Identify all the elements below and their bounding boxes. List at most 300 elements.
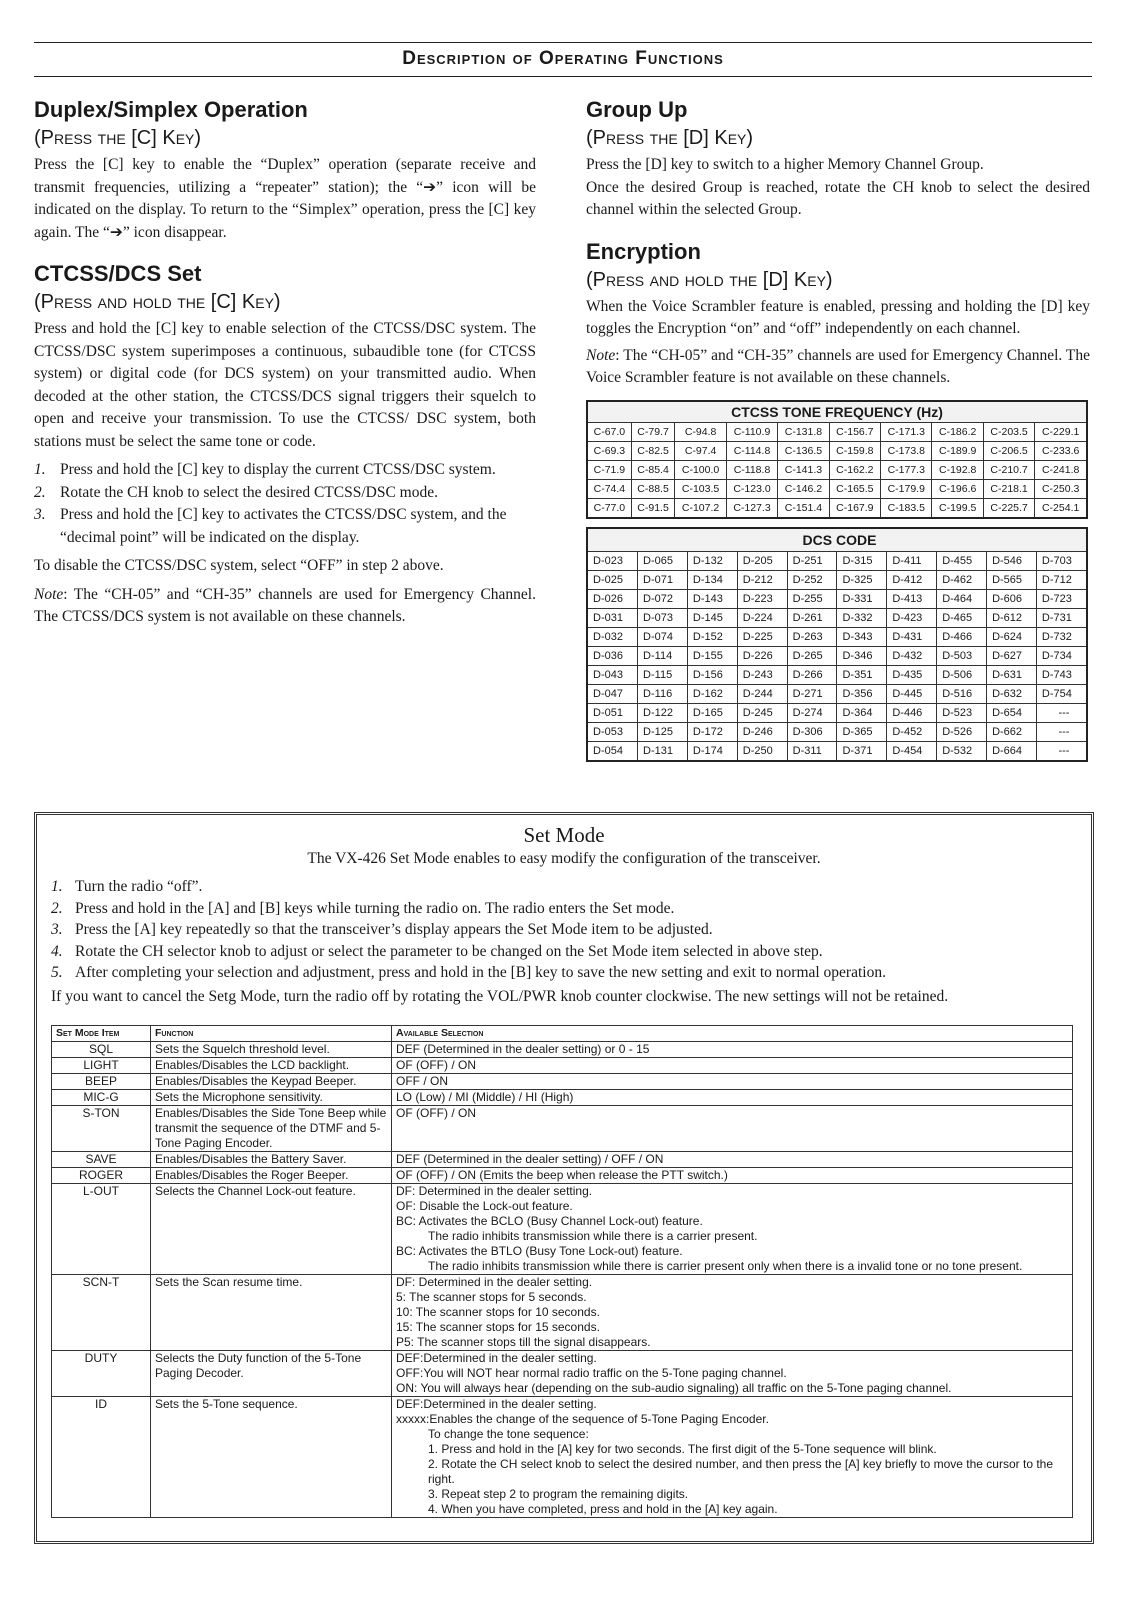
note-label: Note — [34, 585, 64, 603]
dcs-cell: D-114 — [638, 646, 688, 665]
dcs-cell: D-266 — [787, 665, 837, 684]
dcs-cell: D-023 — [587, 551, 638, 570]
set-mode-item: MIC-G — [52, 1090, 151, 1106]
ctcss-cell: C-173.8 — [881, 441, 932, 460]
encryption-body: When the Voice Scrambler feature is enabled, pressing and holding the [D] key toggles the Encryption “on” and “off” independently on each channel. — [586, 297, 1090, 337]
step-item — [51, 941, 1091, 963]
encryption-note — [586, 345, 1090, 390]
table-row — [587, 627, 1087, 646]
set-mode-selection — [392, 1058, 1073, 1074]
step-item — [51, 876, 1091, 898]
col-header-function: Function — [151, 1026, 392, 1042]
dcs-cell: D-346 — [837, 646, 887, 665]
set-mode-function: Selects the Channel Lock-out feature. — [151, 1184, 392, 1275]
dcs-cell: D-627 — [987, 646, 1037, 665]
dcs-code-table — [586, 527, 1088, 762]
dcs-cell: D-165 — [687, 703, 737, 722]
ctcss-steps — [34, 459, 536, 549]
table-row — [587, 460, 1087, 479]
set-mode-function: Enables/Disables the LCD backlight. — [151, 1058, 392, 1074]
table-row — [587, 741, 1087, 761]
dcs-cell: D-664 — [987, 741, 1037, 761]
groupup-body: Press the [D] key to switch to a higher Memory Channel Group. — [586, 156, 984, 173]
table-row — [587, 703, 1087, 722]
note-text: : The “CH-05” and “CH-35” channels are used for Emergency Channel. The CTCSS/DCS system is not available on these channels. — [34, 585, 536, 625]
table-row — [587, 441, 1087, 460]
selection-line: The radio inhibits transmission while there is carrier present only when there is a invalid tone or no tone present. — [428, 1259, 1023, 1273]
set-mode-selection — [392, 1074, 1073, 1090]
set-mode-function: Sets the Scan resume time. — [151, 1275, 392, 1351]
ctcss-cell: C-67.0 — [587, 422, 631, 441]
set-mode-intro: The VX-426 Set Mode enables to easy modify the configuration of the transceiver. — [307, 850, 821, 867]
dcs-cell: D-325 — [837, 570, 887, 589]
dcs-cell: D-224 — [737, 608, 787, 627]
col-header-item: Set Mode Item — [52, 1026, 151, 1042]
ctcss-subtitle: (Press and hold the [C] Key) — [34, 291, 281, 313]
step-text: After completing your selection and adjustment, press and hold in the [B] key to save the new setting and exit to normal operation. — [75, 964, 886, 981]
dcs-cell: D-631 — [987, 665, 1037, 684]
selection-line: OF: Disable the Lock-out feature. — [396, 1199, 573, 1213]
ctcss-cell: C-91.5 — [631, 498, 675, 518]
dcs-cell: D-462 — [937, 570, 987, 589]
dcs-cell: D-612 — [987, 608, 1037, 627]
dcs-cell: D-162 — [687, 684, 737, 703]
ctcss-cell: C-71.9 — [587, 460, 631, 479]
ctcss-table-title: CTCSS TONE FREQUENCY (Hz) — [587, 401, 1087, 423]
dcs-cell: D-332 — [837, 608, 887, 627]
step-item — [51, 919, 1091, 941]
ctcss-cell: C-203.5 — [983, 422, 1034, 441]
dcs-cell: D-506 — [937, 665, 987, 684]
dcs-cell: D-143 — [687, 589, 737, 608]
groupup-subtitle: (Press the [D] Key) — [586, 127, 754, 149]
dcs-cell: D-546 — [987, 551, 1037, 570]
set-mode-item: SAVE — [52, 1152, 151, 1168]
set-mode-function: Enables/Disables the Battery Saver. — [151, 1152, 392, 1168]
dcs-cell: D-074 — [638, 627, 688, 646]
step-number: 1. — [51, 878, 63, 895]
set-mode-item: BEEP — [52, 1074, 151, 1090]
dcs-cell: D-452 — [887, 722, 937, 741]
page-header: Description of Operating Functions — [402, 48, 724, 69]
dcs-cell: D-731 — [1036, 608, 1087, 627]
set-mode-item: ROGER — [52, 1168, 151, 1184]
step-text: Press and hold the [C] key to activates the CTCSS/DSC system, and the “decimal point” will be indicated on the display. — [60, 506, 507, 546]
dcs-cell: D-732 — [1036, 627, 1087, 646]
encryption-section — [586, 238, 1090, 390]
selection-line: 4. When you have completed, press and hold in the [A] key again. — [428, 1502, 778, 1516]
step-number: 3. — [34, 506, 46, 523]
dcs-cell: D-174 — [687, 741, 737, 761]
table-row — [587, 646, 1087, 665]
selection-line: 10: The scanner stops for 10 seconds. — [396, 1305, 600, 1319]
ctcss-note — [34, 584, 536, 629]
header-rule — [34, 76, 1092, 77]
note-text: : The “CH-05” and “CH-35” channels are used for Emergency Channel. The Voice Scrambler feature is not available on these channels. — [586, 346, 1090, 386]
ctcss-cell: C-110.9 — [726, 422, 777, 441]
ctcss-cell: C-206.5 — [983, 441, 1034, 460]
ctcss-cell: C-141.3 — [778, 460, 829, 479]
dcs-cell: D-454 — [887, 741, 937, 761]
dcs-cell: D-271 — [787, 684, 837, 703]
selection-line: P5: The scanner stops till the signal disappears. — [396, 1335, 651, 1349]
dcs-cell: D-036 — [587, 646, 638, 665]
dcs-cell: D-152 — [687, 627, 737, 646]
dcs-cell: D-243 — [737, 665, 787, 684]
selection-line: 5: The scanner stops for 5 seconds. — [396, 1290, 587, 1304]
dcs-cell: D-263 — [787, 627, 837, 646]
dcs-cell: D-754 — [1036, 684, 1087, 703]
step-item — [34, 482, 536, 505]
encryption-subtitle: (Press and hold the [D] Key) — [586, 268, 833, 291]
set-mode-selection — [392, 1351, 1073, 1397]
note-label: Note — [586, 346, 616, 364]
dcs-cell: D-734 — [1036, 646, 1087, 665]
step-text: Press and hold the [C] key to display the current CTCSS/DSC system. — [60, 461, 496, 478]
table-row — [587, 422, 1087, 441]
set-mode-box — [34, 812, 1094, 1544]
set-mode-selection — [392, 1042, 1073, 1058]
ctcss-cell: C-229.1 — [1035, 422, 1087, 441]
selection-line: DEF (Determined in the dealer setting) / OFF / ON — [396, 1152, 664, 1166]
step-item — [34, 459, 536, 482]
ctcss-cell: C-162.2 — [829, 460, 880, 479]
dcs-cell: D-255 — [787, 589, 837, 608]
dcs-cell: D-523 — [937, 703, 987, 722]
step-item — [51, 962, 1091, 984]
step-number: 2. — [34, 483, 46, 501]
selection-line: LO (Low) / MI (Middle) / HI (High) — [396, 1090, 574, 1104]
set-mode-table — [51, 1025, 1073, 1518]
dcs-cell: D-423 — [887, 608, 937, 627]
selection-line: DEF (Determined in the dealer setting) or 0 - 15 — [396, 1042, 650, 1056]
dcs-cell: D-331 — [837, 589, 887, 608]
dcs-cell: D-624 — [987, 627, 1037, 646]
table-row — [587, 722, 1087, 741]
ctcss-disable: To disable the CTCSS/DSC system, select “OFF” in step 2 above. — [34, 557, 444, 574]
duplex-section — [34, 96, 536, 244]
selection-line: 15: The scanner stops for 15 seconds. — [396, 1320, 600, 1334]
ctcss-cell: C-196.6 — [932, 479, 983, 498]
ctcss-cell: C-77.0 — [587, 498, 631, 518]
top-rule — [34, 42, 1092, 43]
ctcss-cell: C-136.5 — [778, 441, 829, 460]
ctcss-cell: C-131.8 — [778, 422, 829, 441]
selection-line: ON: You will always hear (depending on the sub-audio signaling) all traffic on the 5-Tone paging channel. — [396, 1381, 952, 1395]
duplex-body: Press the [C] key to enable the “Duplex” operation (separate receive and transmit frequencies, utilizing a “repeater” station); the “➔” icon will be indicated on the display. To return to the “Simplex” operation, press the [C] key again. The “➔” icon disappear. — [34, 156, 536, 241]
table-row — [52, 1184, 1073, 1275]
col-header-selection: Available Selection — [392, 1026, 1073, 1042]
ctcss-cell: C-225.7 — [983, 498, 1034, 518]
dcs-cell: D-343 — [837, 627, 887, 646]
dcs-cell: D-043 — [587, 665, 638, 684]
ctcss-cell: C-233.6 — [1035, 441, 1087, 460]
dcs-cell: D-261 — [787, 608, 837, 627]
ctcss-cell: C-210.7 — [983, 460, 1034, 479]
ctcss-cell: C-107.2 — [675, 498, 726, 518]
dcs-cell: D-632 — [987, 684, 1037, 703]
dcs-cell: D-251 — [787, 551, 837, 570]
groupup-section — [586, 96, 1090, 222]
ctcss-body: Press and hold the [C] key to enable selection of the CTCSS/DSC system. The CTCSS/DSC system superimposes a continuous, subaudible tone (for CTCSS system) or digital code (for DCS system) on your transmitted audio. When decoded at the other station, the CTCSS/DCS signal triggers their squelch to open and receive your transmission. To use the CTCSS/ DSC system, both stations must be select the same tone or code. — [34, 320, 536, 450]
ctcss-cell: C-156.7 — [829, 422, 880, 441]
step-text: Rotate the CH selector knob to adjust or select the parameter to be changed on the Set Mode item selected in above step. — [75, 942, 823, 960]
ctcss-section — [34, 260, 536, 629]
ctcss-cell: C-103.5 — [675, 479, 726, 498]
ctcss-cell: C-118.8 — [726, 460, 777, 479]
ctcss-cell: C-254.1 — [1035, 498, 1087, 518]
dcs-cell: D-245 — [737, 703, 787, 722]
dcs-cell: D-065 — [638, 551, 688, 570]
dcs-cell: D-265 — [787, 646, 837, 665]
dcs-cell: D-723 — [1036, 589, 1087, 608]
dcs-cell: D-205 — [737, 551, 787, 570]
dcs-cell: D-306 — [787, 722, 837, 741]
dcs-cell: D-435 — [887, 665, 937, 684]
ctcss-cell: C-179.9 — [881, 479, 932, 498]
dcs-cell: D-155 — [687, 646, 737, 665]
ctcss-cell: C-94.8 — [675, 422, 726, 441]
selection-line: DEF:Determined in the dealer setting. — [396, 1397, 597, 1411]
dcs-cell: D-413 — [887, 589, 937, 608]
ctcss-cell: C-85.4 — [631, 460, 675, 479]
ctcss-cell: C-183.5 — [881, 498, 932, 518]
dcs-cell: D-503 — [937, 646, 987, 665]
table-row — [52, 1042, 1073, 1058]
table-row — [52, 1168, 1073, 1184]
dcs-cell: D-532 — [937, 741, 987, 761]
dcs-cell: D-025 — [587, 570, 638, 589]
set-mode-selection — [392, 1168, 1073, 1184]
ctcss-cell: C-189.9 — [932, 441, 983, 460]
set-mode-item: LIGHT — [52, 1058, 151, 1074]
ctcss-cell: C-250.3 — [1035, 479, 1087, 498]
ctcss-cell: C-123.0 — [726, 479, 777, 498]
set-mode-selection — [392, 1090, 1073, 1106]
dcs-cell: D-054 — [587, 741, 638, 761]
selection-line: OFF:You will NOT hear normal radio traffic on the 5-Tone paging channel. — [396, 1366, 787, 1380]
dcs-cell: D-116 — [638, 684, 688, 703]
dcs-cell: D-073 — [638, 608, 688, 627]
dcs-cell: D-071 — [638, 570, 688, 589]
selection-line: 2. Rotate the CH select knob to select the desired number, and then press the [A] key briefly to move the cursor to the right. — [428, 1457, 1054, 1486]
dcs-cell: D-431 — [887, 627, 937, 646]
dcs-cell: D-703 — [1036, 551, 1087, 570]
dcs-cell: D-464 — [937, 589, 987, 608]
set-mode-selection — [392, 1275, 1073, 1351]
step-number: 3. — [51, 921, 63, 938]
set-mode-function: Enables/Disables the Side Tone Beep while transmit the sequence of the DTMF and 5-Tone Paging Encoder. — [151, 1106, 392, 1152]
dcs-cell: D-244 — [737, 684, 787, 703]
dcs-cell: D-371 — [837, 741, 887, 761]
encryption-title: Encryption — [586, 238, 701, 264]
set-mode-item: L-OUT — [52, 1184, 151, 1275]
dcs-cell: D-252 — [787, 570, 837, 589]
dcs-cell: D-131 — [638, 741, 688, 761]
dcs-cell: D-466 — [937, 627, 987, 646]
table-row — [52, 1058, 1073, 1074]
table-row — [587, 589, 1087, 608]
ctcss-cell: C-167.9 — [829, 498, 880, 518]
duplex-subtitle: (Press the [C] Key) — [34, 127, 202, 149]
dcs-cell: D-134 — [687, 570, 737, 589]
dcs-cell: D-743 — [1036, 665, 1087, 684]
table-row — [52, 1152, 1073, 1168]
dcs-cell: D-412 — [887, 570, 937, 589]
step-number: 4. — [51, 942, 63, 960]
dcs-cell: D-072 — [638, 589, 688, 608]
step-item — [51, 898, 1091, 920]
groupup-title: Group Up — [586, 97, 688, 122]
set-mode-function: Selects the Duty function of the 5-Tone Paging Decoder. — [151, 1351, 392, 1397]
ctcss-cell: C-151.4 — [778, 498, 829, 518]
dcs-cell: D-465 — [937, 608, 987, 627]
step-text: Press the [A] key repeatedly so that the transceiver’s display appears the Set Mode item to be adjusted. — [75, 921, 713, 938]
dcs-cell: D-156 — [687, 665, 737, 684]
dcs-cell: D-225 — [737, 627, 787, 646]
dcs-cell: D-432 — [887, 646, 937, 665]
dcs-cell: D-606 — [987, 589, 1037, 608]
dcs-cell: D-172 — [687, 722, 737, 741]
table-row — [52, 1106, 1073, 1152]
set-mode-steps — [51, 876, 1091, 984]
selection-line: OFF / ON — [396, 1074, 448, 1088]
selection-line: DEF:Determined in the dealer setting. — [396, 1351, 597, 1365]
dcs-cell: D-364 — [837, 703, 887, 722]
selection-line: BC: Activates the BTLO (Busy Tone Lock-out) feature. — [396, 1244, 683, 1258]
selection-line: OF (OFF) / ON (Emits the beep when release the PTT switch.) — [396, 1168, 728, 1182]
dcs-cell: D-315 — [837, 551, 887, 570]
dcs-cell: --- — [1036, 703, 1087, 722]
ctcss-cell: C-74.4 — [587, 479, 631, 498]
dcs-cell: D-226 — [737, 646, 787, 665]
table-row — [587, 665, 1087, 684]
dcs-cell: D-250 — [737, 741, 787, 761]
dcs-cell: D-125 — [638, 722, 688, 741]
set-mode-item: SCN-T — [52, 1275, 151, 1351]
table-row — [587, 570, 1087, 589]
table-row — [52, 1275, 1073, 1351]
selection-line: 3. Repeat step 2 to program the remaining digits. — [428, 1487, 689, 1501]
set-mode-title: Set Mode — [523, 823, 605, 847]
ctcss-cell: C-192.8 — [932, 460, 983, 479]
dcs-table-title: DCS CODE — [587, 528, 1087, 552]
dcs-cell: D-122 — [638, 703, 688, 722]
step-number: 2. — [51, 899, 63, 917]
dcs-cell: --- — [1036, 722, 1087, 741]
dcs-cell: D-446 — [887, 703, 937, 722]
dcs-cell: D-223 — [737, 589, 787, 608]
selection-line: OF (OFF) / ON — [396, 1106, 476, 1120]
step-text: Rotate the CH knob to select the desired CTCSS/DSC mode. — [60, 483, 438, 501]
ctcss-title: CTCSS/DCS Set — [34, 261, 202, 286]
selection-line: OF (OFF) / ON — [396, 1058, 476, 1072]
dcs-cell: D-445 — [887, 684, 937, 703]
dcs-cell: D-051 — [587, 703, 638, 722]
selection-line: BC: Activates the BCLO (Busy Channel Lock-out) feature. — [396, 1214, 703, 1228]
ctcss-cell: C-165.5 — [829, 479, 880, 498]
table-row — [52, 1351, 1073, 1397]
selection-line: DF: Determined in the dealer setting. — [396, 1275, 593, 1289]
step-item — [34, 504, 536, 549]
ctcss-cell: C-69.3 — [587, 441, 631, 460]
selection-line: DF: Determined in the dealer setting. — [396, 1184, 593, 1198]
dcs-cell: D-047 — [587, 684, 638, 703]
dcs-cell: D-026 — [587, 589, 638, 608]
ctcss-cell: C-177.3 — [881, 460, 932, 479]
step-number: 5. — [51, 964, 63, 981]
table-row — [587, 498, 1087, 518]
set-mode-cancel: If you want to cancel the Setg Mode, turn the radio off by rotating the VOL/PWR knob counter clockwise. The new settings will not be retained. — [51, 987, 949, 1005]
set-mode-function: Enables/Disables the Keypad Beeper. — [151, 1074, 392, 1090]
dcs-cell: D-365 — [837, 722, 887, 741]
dcs-cell: D-212 — [737, 570, 787, 589]
dcs-cell: D-356 — [837, 684, 887, 703]
dcs-cell: D-411 — [887, 551, 937, 570]
duplex-title: Duplex/Simplex Operation — [34, 97, 308, 122]
dcs-cell: D-654 — [987, 703, 1037, 722]
ctcss-cell: C-159.8 — [829, 441, 880, 460]
set-mode-selection — [392, 1152, 1073, 1168]
step-number: 1. — [34, 461, 46, 478]
set-mode-function: Enables/Disables the Roger Beeper. — [151, 1168, 392, 1184]
dcs-cell: D-712 — [1036, 570, 1087, 589]
dcs-cell: D-145 — [687, 608, 737, 627]
table-row — [587, 479, 1087, 498]
set-mode-item: SQL — [52, 1042, 151, 1058]
step-text: Turn the radio “off”. — [75, 878, 203, 895]
dcs-cell: D-516 — [937, 684, 987, 703]
ctcss-cell: C-199.5 — [932, 498, 983, 518]
ctcss-cell: C-241.8 — [1035, 460, 1087, 479]
set-mode-function: Sets the Microphone sensitivity. — [151, 1090, 392, 1106]
dcs-cell: D-311 — [787, 741, 837, 761]
table-row — [587, 551, 1087, 570]
selection-line: 1. Press and hold in the [A] key for two seconds. The first digit of the 5-Tone sequence will blink. — [428, 1442, 937, 1456]
dcs-cell: D-274 — [787, 703, 837, 722]
right-column — [586, 96, 1090, 762]
ctcss-cell: C-146.2 — [778, 479, 829, 498]
dcs-cell: D-032 — [587, 627, 638, 646]
ctcss-cell: C-97.4 — [675, 441, 726, 460]
selection-line: The radio inhibits transmission while there is a carrier present. — [428, 1229, 758, 1243]
set-mode-function: Sets the 5-Tone sequence. — [151, 1397, 392, 1518]
ctcss-cell: C-100.0 — [675, 460, 726, 479]
set-mode-item: DUTY — [52, 1351, 151, 1397]
set-mode-item: S-TON — [52, 1106, 151, 1152]
dcs-cell: D-115 — [638, 665, 688, 684]
dcs-cell: D-246 — [737, 722, 787, 741]
dcs-cell: D-031 — [587, 608, 638, 627]
table-row — [587, 608, 1087, 627]
ctcss-cell: C-88.5 — [631, 479, 675, 498]
table-row — [52, 1074, 1073, 1090]
dcs-cell: D-351 — [837, 665, 887, 684]
ctcss-tone-table — [586, 400, 1088, 519]
left-column — [34, 96, 536, 645]
dcs-cell: D-526 — [937, 722, 987, 741]
dcs-cell: D-565 — [987, 570, 1037, 589]
dcs-cell: D-455 — [937, 551, 987, 570]
ctcss-cell: C-171.3 — [881, 422, 932, 441]
ctcss-cell: C-82.5 — [631, 441, 675, 460]
ctcss-cell: C-218.1 — [983, 479, 1034, 498]
table-row — [52, 1090, 1073, 1106]
ctcss-cell: C-127.3 — [726, 498, 777, 518]
table-row — [587, 684, 1087, 703]
ctcss-cell: C-114.8 — [726, 441, 777, 460]
set-mode-selection — [392, 1106, 1073, 1152]
